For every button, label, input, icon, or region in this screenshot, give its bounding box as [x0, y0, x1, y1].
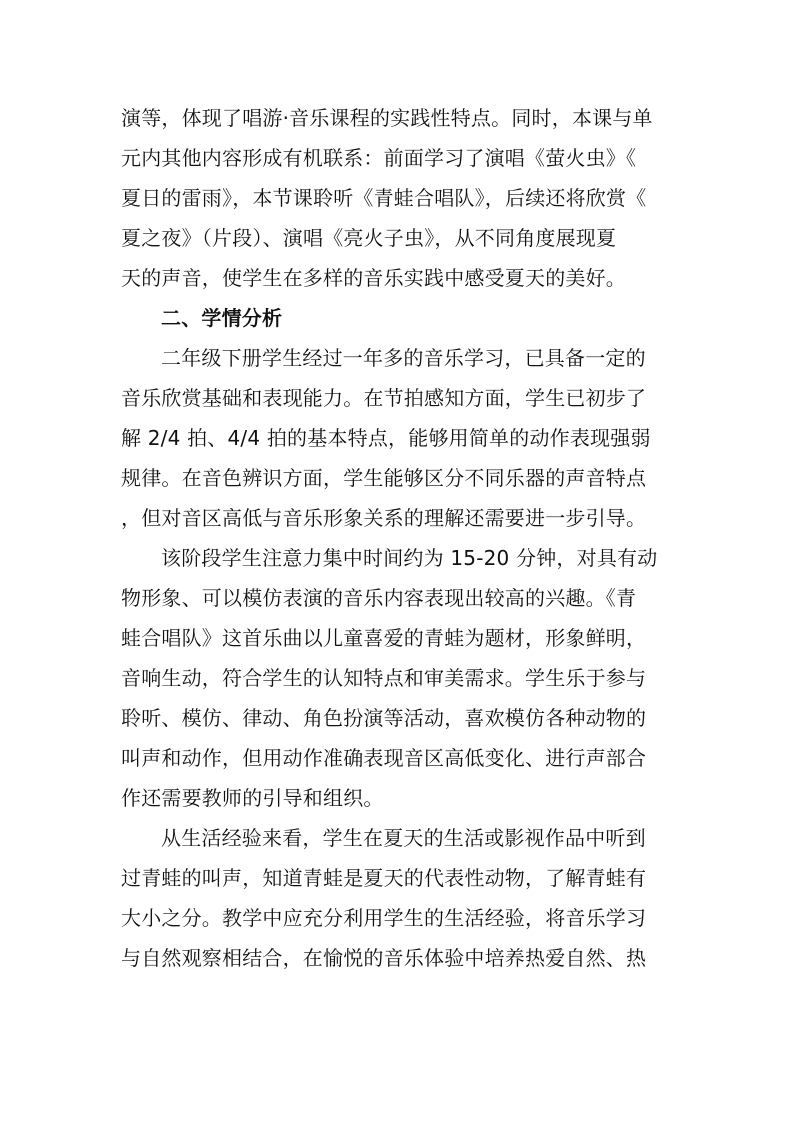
- paragraph-line: 与自然观察相结合，在愉悦的音乐体验中培养热爱自然、热: [121, 946, 647, 970]
- paragraph-line: 音乐欣赏基础和表现能力。在节拍感知方面，学生已初步了: [121, 386, 647, 410]
- paragraph-line: 音响生动，符合学生的认知特点和审美需求。学生乐于参与: [121, 666, 647, 690]
- paragraph-line: 该阶段学生注意力集中时间约为 15-20 分钟，对具有动: [161, 546, 658, 570]
- text-line: 夏日的雷雨》，本节课聆听《青蛙合唱队》，后续还将欣赏《: [121, 186, 647, 210]
- section-heading: 二、学情分析: [161, 306, 283, 330]
- text-line: 元内其他内容形成有机联系：前面学习了演唱《萤火虫》《: [121, 146, 637, 170]
- paragraph-line: 作还需要教师的引导和组织。: [121, 786, 384, 810]
- paragraph-line: 二年级下册学生经过一年多的音乐学习，已具备一定的: [161, 346, 646, 370]
- paragraph-line: 从生活经验来看，学生在夏天的生活或影视作品中听到: [161, 826, 646, 850]
- text-line: 演等，体现了唱游·音乐课程的实践性特点。同时，本课与单: [121, 106, 653, 130]
- paragraph-line: 叫声和动作，但用动作准确表现音区高低变化、进行声部合: [121, 746, 647, 770]
- paragraph-line: 规律。在音色辨识方面，学生能够区分不同乐器的声音特点: [121, 466, 647, 490]
- paragraph-line: 解 2/4 拍、4/4 拍的基本特点，能够用简单的动作表现强弱: [121, 426, 651, 450]
- paragraph-line: 聆听、模仿、律动、角色扮演等活动，喜欢模仿各种动物的: [121, 706, 647, 730]
- paragraph-line: 大小之分。教学中应充分利用学生的生活经验，将音乐学习: [121, 906, 647, 930]
- paragraph-line: ，但对音区高低与音乐形象关系的理解还需要进一步引导。: [121, 506, 647, 530]
- paragraph-line: 过青蛙的叫声，知道青蛙是夏天的代表性动物，了解青蛙有: [121, 866, 647, 890]
- document-body: [121, 98, 673, 978]
- text-line: 夏之夜》（片段）、演唱《亮火子虫》，从不同角度展现夏: [121, 226, 617, 250]
- paragraph-line: 物形象、可以模仿表演的音乐内容表现出较高的兴趣。《青: [121, 586, 637, 610]
- paragraph-line: 蛙合唱队》这首乐曲以儿童喜爱的青蛙为题材，形象鲜明，: [121, 626, 647, 650]
- text-line: 天的声音，使学生在多样的音乐实践中感受夏天的美好。: [121, 266, 626, 290]
